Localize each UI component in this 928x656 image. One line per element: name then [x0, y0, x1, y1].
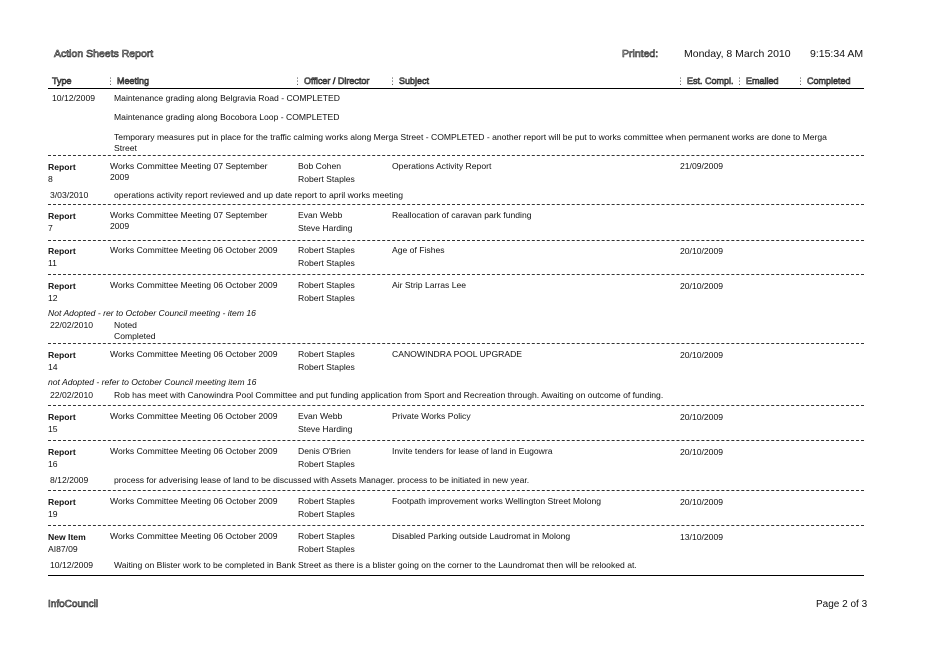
- item-est-compl: 20/10/2009: [680, 281, 724, 291]
- column-completed-wrap: ⋮ Completed: [796, 76, 851, 86]
- item-subject: Footpath improvement works Wellington Street Molong: [392, 496, 602, 506]
- item-type: Report: [48, 447, 76, 457]
- row-divider: [48, 343, 864, 344]
- item-meeting: Works Committee Meeting 07 September 2009: [110, 161, 268, 182]
- item-subject: Disabled Parking outside Laudromat in Molong: [392, 531, 571, 541]
- continuation-date: 10/12/2009: [52, 93, 96, 103]
- item-est-compl: 20/10/2009: [680, 447, 724, 457]
- item-subject: Age of Fishes: [392, 245, 445, 255]
- item-meeting: Works Committee Meeting 06 October 2009: [110, 349, 278, 359]
- item-meeting: Works Committee Meeting 07 September 2009: [110, 210, 268, 231]
- item-subject: Operations Activity Report: [392, 161, 492, 171]
- note-text: operations activity report reviewed and up date report to april works meeting: [114, 190, 403, 200]
- column-subject-wrap: ⋮ Subject: [388, 76, 430, 86]
- item-officer: Evan Webb: [298, 210, 343, 220]
- column-meeting: Meeting: [117, 76, 150, 86]
- row-divider: [48, 525, 864, 526]
- footer-brand: InfoCouncil: [48, 599, 99, 610]
- item-number: 15: [48, 424, 58, 434]
- item-number: AI87/09: [48, 544, 78, 554]
- note-date: 8/12/2009: [50, 475, 89, 485]
- item-officer: Robert Staples: [298, 280, 355, 290]
- item-est-compl: 20/10/2009: [680, 412, 724, 422]
- item-director: Steve Harding: [298, 223, 353, 233]
- item-est-compl: 20/10/2009: [680, 497, 724, 507]
- item-meeting: Works Committee Meeting 06 October 2009: [110, 496, 278, 506]
- row-divider: [48, 155, 864, 156]
- item-type: Report: [48, 211, 76, 221]
- item-number: 16: [48, 459, 58, 469]
- item-director: Robert Staples: [298, 459, 355, 469]
- continuation-line: Maintenance grading along Belgravia Road - COMPLETED: [114, 93, 340, 103]
- item-number: 8: [48, 174, 53, 184]
- column-emailed: Emailed: [746, 76, 779, 86]
- item-meeting: Works Committee Meeting 06 October 2009: [110, 531, 278, 541]
- item-subject: CANOWINDRA POOL UPGRADE: [392, 349, 523, 359]
- printed-label: Printed:: [622, 48, 659, 60]
- item-director: Robert Staples: [298, 293, 355, 303]
- item-officer: Robert Staples: [298, 245, 355, 255]
- item-director: Robert Staples: [298, 362, 355, 372]
- item-type: Report: [48, 412, 76, 422]
- item-director: Steve Harding: [298, 424, 353, 434]
- item-meeting: Works Committee Meeting 06 October 2009: [110, 280, 278, 290]
- column-est-compl: Est. Compl.: [687, 76, 734, 86]
- item-meeting: Works Committee Meeting 06 October 2009: [110, 446, 278, 456]
- item-number: 11: [48, 258, 57, 268]
- item-est-compl: 20/10/2009: [680, 350, 724, 360]
- note-text: process for adverising lease of land to be discussed with Assets Manager. process to be initiated in new year.: [114, 475, 530, 485]
- note-text: Waiting on Blister work to be completed in Bank Street as there is a blister going on the corner to the Laundromat then will be relooked at.: [114, 560, 637, 570]
- row-divider: [48, 204, 864, 205]
- row-divider: [48, 240, 864, 241]
- continuation-line: Temporary measures put in place for the traffic calming works along Merga Street - COMPLETED - another report will be put to works committee when permanent works are done to Merga Street: [114, 132, 827, 153]
- item-meeting: Works Committee Meeting 06 October 2009: [110, 411, 278, 421]
- column-subject: Subject: [399, 76, 430, 86]
- item-director: Robert Staples: [298, 174, 355, 184]
- column-header-rule: [48, 88, 864, 89]
- item-subject: Private Works Policy: [392, 411, 471, 421]
- table-bottom-rule: [48, 575, 864, 576]
- item-type: Report: [48, 246, 76, 256]
- item-officer: Robert Staples: [298, 531, 355, 541]
- item-est-compl: 13/10/2009: [680, 532, 724, 542]
- item-type: Report: [48, 162, 76, 172]
- note-date: 3/03/2010: [50, 190, 89, 200]
- item-officer: Denis O'Brien: [298, 446, 351, 456]
- column-completed: Completed: [807, 76, 851, 86]
- note-date: 22/02/2010: [50, 390, 94, 400]
- row-divider: [48, 405, 864, 406]
- page-number: Page 2 of 3: [816, 599, 868, 610]
- item-status: not Adopted - refer to October Council meeting item 16: [48, 377, 257, 387]
- item-number: 12: [48, 293, 58, 303]
- note-text: Noted: [114, 320, 137, 330]
- note-text: Completed: [114, 331, 156, 341]
- column-officer-wrap: ⋮ Officer / Director: [293, 76, 370, 86]
- printed-date: Monday, 8 March 2010: [684, 48, 791, 60]
- item-type: Report: [48, 497, 76, 507]
- row-divider: [48, 440, 864, 441]
- note-date: 10/12/2009: [50, 560, 94, 570]
- item-director: Robert Staples: [298, 509, 355, 519]
- item-type: New Item: [48, 532, 86, 542]
- item-type: Report: [48, 281, 76, 291]
- column-est-wrap: ⋮ Est. Compl.: [676, 76, 734, 86]
- item-subject: Air Strip Larras Lee: [392, 280, 467, 290]
- column-type: Type: [52, 76, 72, 86]
- item-subject: Reallocation of caravan park funding: [392, 210, 532, 220]
- item-type: Report: [48, 350, 76, 360]
- item-subject: Invite tenders for lease of land in Eugowra: [392, 446, 553, 456]
- column-officer: Officer / Director: [304, 76, 370, 86]
- item-officer: Robert Staples: [298, 496, 355, 506]
- column-meeting-wrap: ⋮ Meeting: [106, 76, 150, 86]
- continuation-line: Maintenance grading along Bocobora Loop - COMPLETED: [114, 112, 340, 122]
- item-meeting: Works Committee Meeting 06 October 2009: [110, 245, 278, 255]
- item-number: 19: [48, 509, 58, 519]
- row-divider: [48, 490, 864, 491]
- item-officer: Evan Webb: [298, 411, 343, 421]
- note-date: 22/02/2010: [50, 320, 94, 330]
- item-director: Robert Staples: [298, 258, 355, 268]
- item-number: 7: [48, 223, 53, 233]
- item-director: Robert Staples: [298, 544, 355, 554]
- row-divider: [48, 274, 864, 275]
- item-est-compl: 21/09/2009: [680, 161, 724, 171]
- item-number: 14: [48, 362, 58, 372]
- item-officer: Bob Cohen: [298, 161, 342, 171]
- item-status: Not Adopted - rer to October Council meeting - item 16: [48, 308, 256, 318]
- report-title: Action Sheets Report: [54, 48, 154, 60]
- column-emailed-wrap: ⋮ Emailed: [735, 76, 779, 86]
- note-text: Rob has meet with Canowindra Pool Committee and put funding application from Sport and Recreation through. Awaiting on outcome of funding.: [114, 390, 664, 400]
- item-est-compl: 20/10/2009: [680, 246, 724, 256]
- item-officer: Robert Staples: [298, 349, 355, 359]
- printed-time: 9:15:34 AM: [810, 48, 864, 60]
